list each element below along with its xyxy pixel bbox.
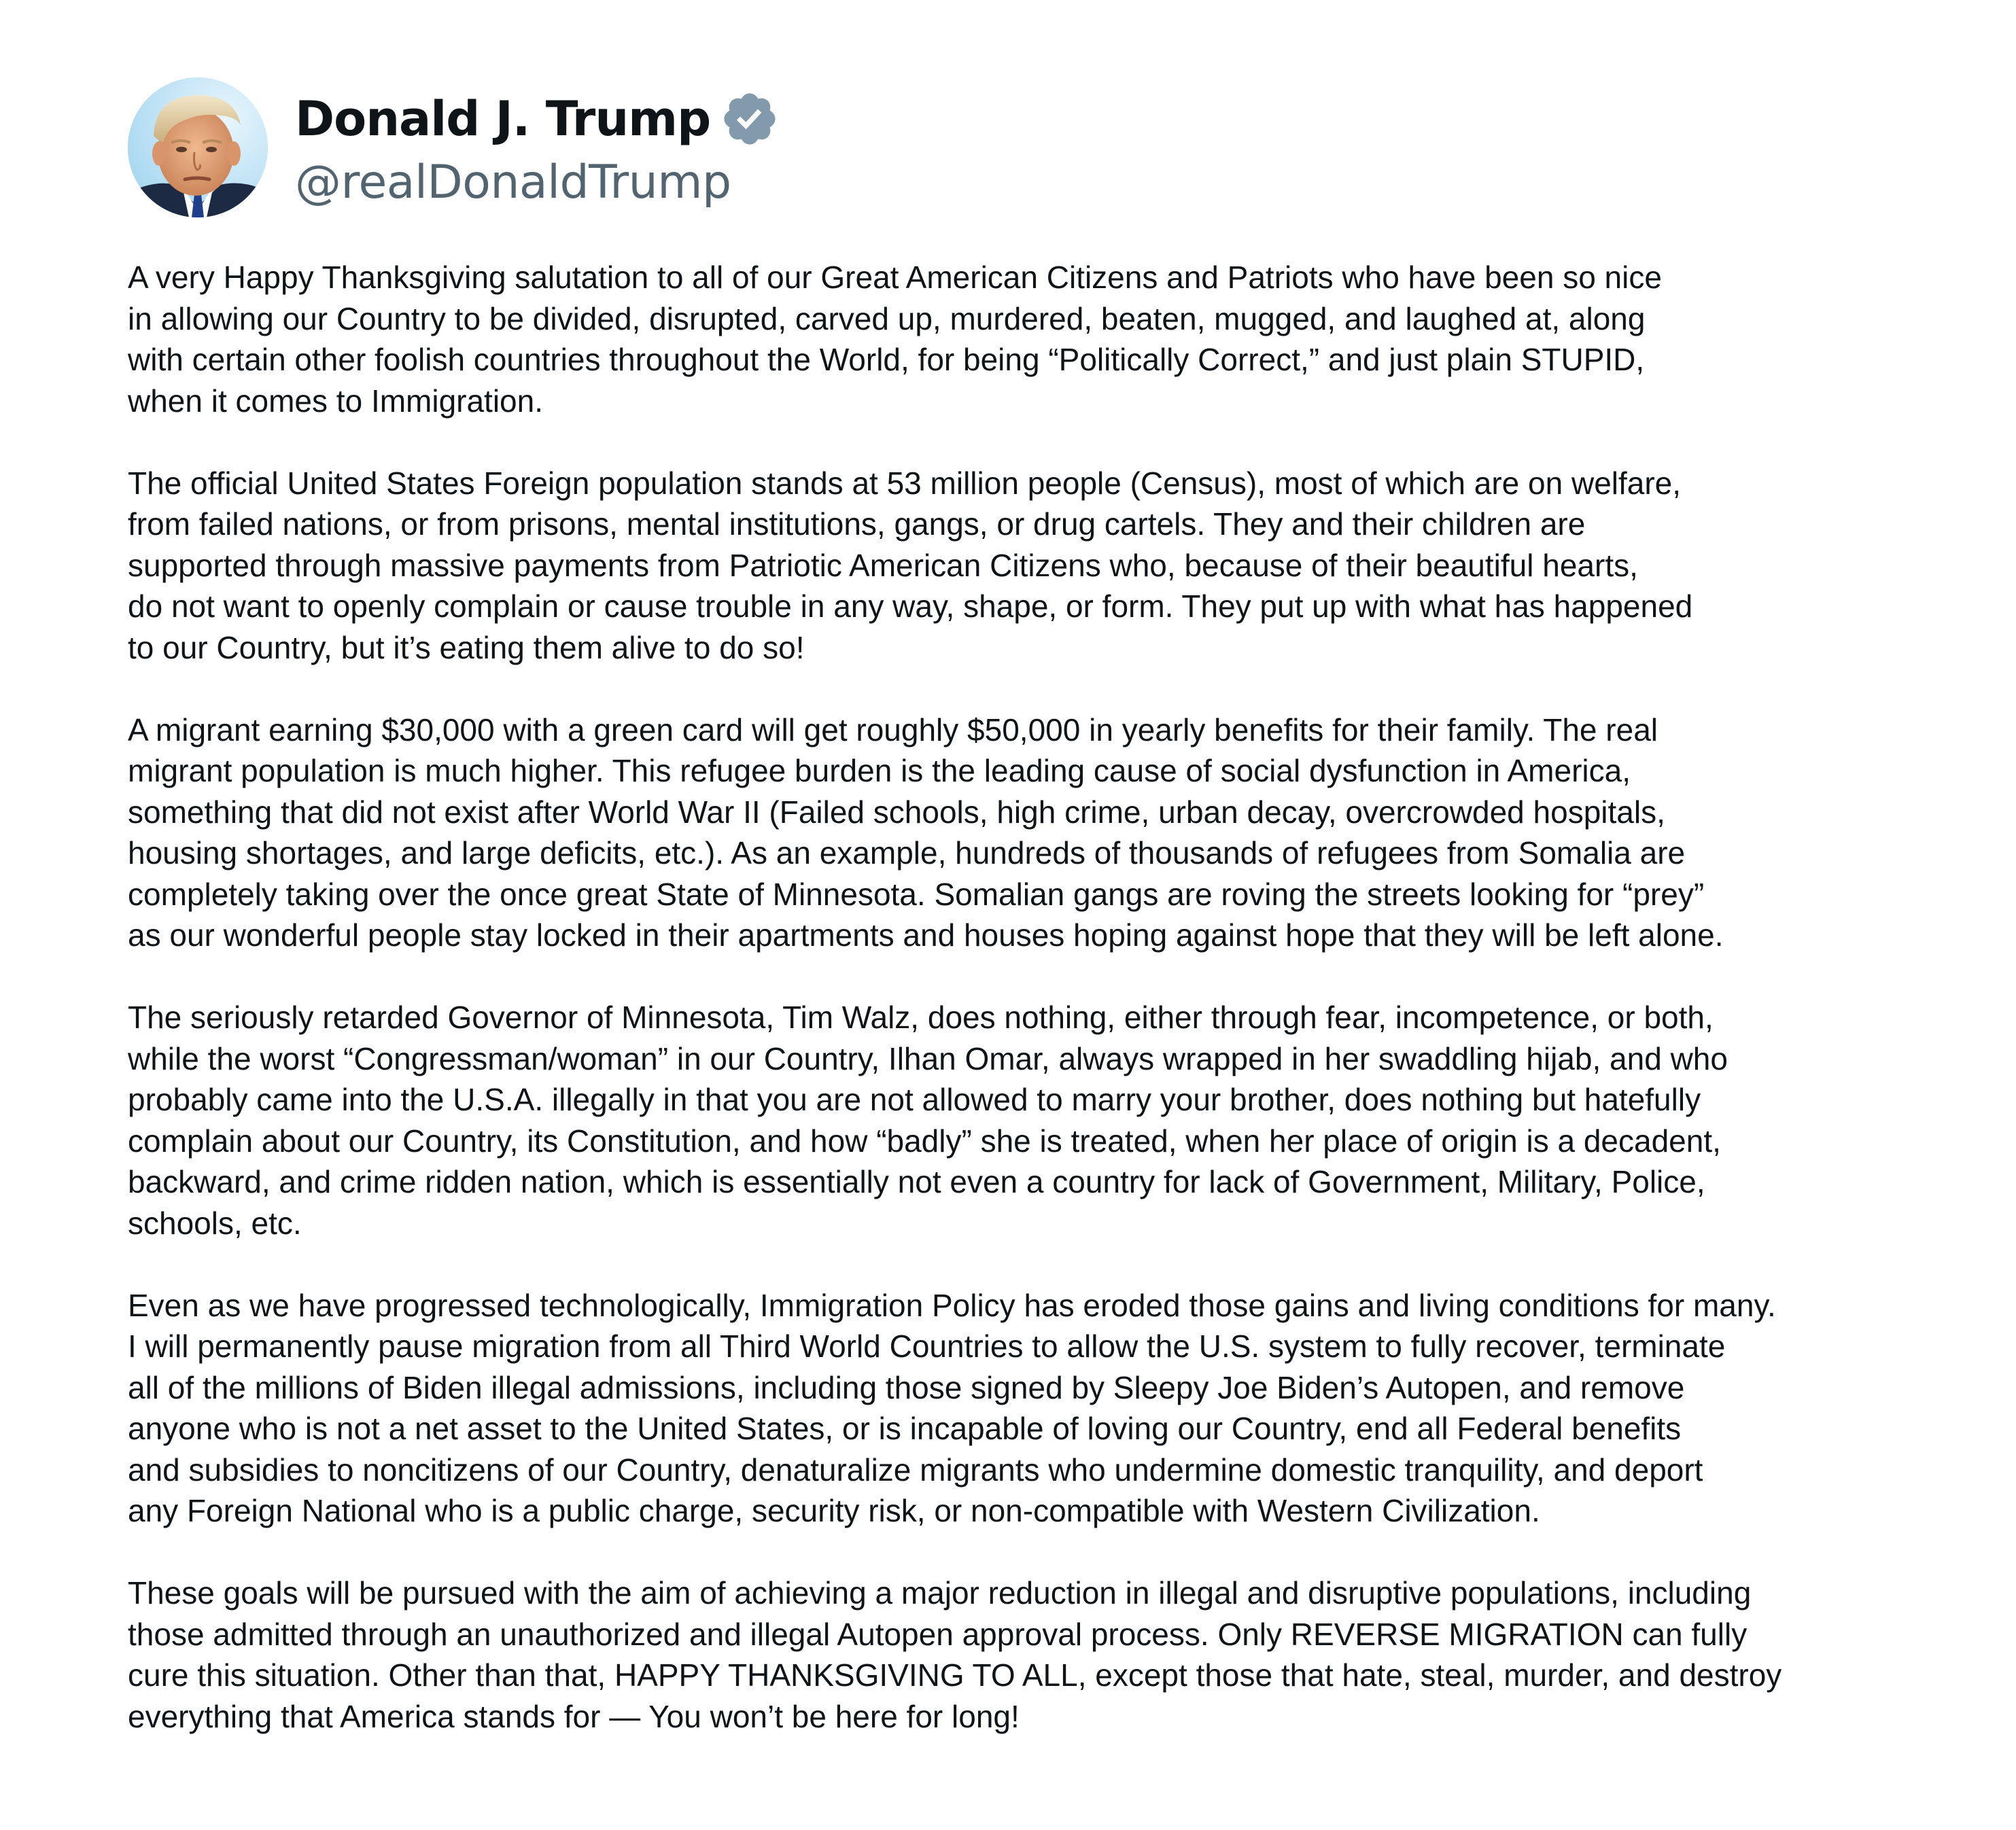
post-text-line: schools, etc. <box>128 1205 302 1241</box>
post-text-line: in allowing our Country to be divided, disrupted, carved up, murdered, beaten, mugged, and laughed at, along <box>128 300 1646 336</box>
post-text-line: and subsidies to noncitizens of our Country, denaturalize migrants who undermine domestic tranquility, and deport <box>128 1451 1703 1488</box>
post-text-line: those admitted through an unauthorized and illegal Autopen approval process. Only REVERSE MIGRATION can fully <box>128 1616 1748 1652</box>
post-text-line: to our Country, but it’s eating them alive to do so! <box>128 629 805 665</box>
post-text-line: The official United States Foreign population stands at 53 million people (Census), most of which are on welfare, <box>128 465 1682 501</box>
post-text-line: A migrant earning $30,000 with a green card will get roughly $50,000 in yearly benefits for their family. The real <box>128 711 1658 747</box>
post-text-line: Even as we have progressed technologically, Immigration Policy has eroded those gains and living conditions for many. <box>128 1287 1776 1323</box>
post-text-line: supported through massive payments from Patriotic American Citizens who, because of their beautiful hearts, <box>128 547 1638 583</box>
post-text-line: I will permanently pause migration from all Third World Countries to allow the U.S. system to fully recover, terminate <box>128 1328 1726 1364</box>
post-text-line: anyone who is not a net asset to the United States, or is incapable of loving our Country, end all Federal benefits <box>128 1411 1682 1446</box>
avatar[interactable] <box>128 77 268 217</box>
post-paragraph <box>128 257 1977 421</box>
post-body <box>128 257 1977 1737</box>
post-text-line: everything that America stands for — You won’t be here for long! <box>128 1698 1020 1734</box>
post-text-line: probably came into the U.S.A. illegally in that you are not allowed to marry your brother, does nothing but hatefully <box>128 1082 1701 1117</box>
post-text-line: something that did not exist after World War II (Failed schools, high crime, urban decay, overcrowded hospitals, <box>128 794 1665 830</box>
post-text-line: The seriously retarded Governor of Minnesota, Tim Walz, does nothing, either through fear, incompetence, or both, <box>128 1000 1714 1035</box>
post-paragraph <box>128 709 1977 956</box>
display-name[interactable]: Donald J. Trump <box>295 90 711 147</box>
post-paragraph <box>128 463 1977 669</box>
post-text-line: housing shortages, and large deficits, etc.). As an example, hundreds of thousands of refugees from Somalia are <box>128 835 1686 870</box>
post-text-line: A very Happy Thanksgiving salutation to all of our Great American Citizens and Patriots who have been so nice <box>128 260 1662 295</box>
author-names <box>295 86 780 209</box>
post-text-line: from failed nations, or from prisons, mental institutions, gangs, or drug cartels. They and their children are <box>128 506 1586 542</box>
post-header <box>128 77 1977 217</box>
post-text-line: migrant population is much higher. This refugee burden is the leading cause of social dysfunction in America, <box>128 753 1631 788</box>
post-text-line: as our wonderful people stay locked in their apartments and houses hoping against hope that they will be left alone. <box>128 917 1724 953</box>
post-text-line: when it comes to Immigration. <box>128 383 544 419</box>
post-text-line: completely taking over the once great State of Minnesota. Somalian gangs are roving the streets looking for “prey” <box>128 876 1705 912</box>
verified-badge-icon <box>720 89 780 149</box>
post-paragraph <box>128 1572 1977 1737</box>
post-text-line: all of the millions of Biden illegal admissions, including those signed by Sleepy Joe Biden’s Autopen, and remove <box>128 1369 1685 1405</box>
post-card <box>128 77 1977 1778</box>
post-text-line: any Foreign National who is a public charge, security risk, or non-compatible with Western Civilization. <box>128 1493 1540 1528</box>
post-text-line: These goals will be pursued with the aim of achieving a major reduction in illegal and disruptive populations, including <box>128 1575 1752 1611</box>
post-text-line: complain about our Country, its Constitution, and how “badly” she is treated, when her place of origin is a decadent, <box>128 1123 1721 1159</box>
name-row <box>295 86 780 152</box>
post-paragraph <box>128 997 1977 1244</box>
post-paragraph <box>128 1285 1977 1532</box>
post-text-line: cure this situation. Other than that, HAPPY THANKSGIVING TO ALL, except those that hate, steal, murder, and destroy <box>128 1657 1782 1693</box>
post-text-line: backward, and crime ridden nation, which is essentially not even a country for lack of Government, Military, Police, <box>128 1164 1705 1199</box>
profile-photo-icon <box>128 77 268 217</box>
handle[interactable]: @realDonaldTrump <box>295 155 731 209</box>
post-text-line: do not want to openly complain or cause trouble in any way, shape, or form. They put up with what has happened <box>128 588 1693 624</box>
post-text-line: while the worst “Congressman/woman” in our Country, Ilhan Omar, always wrapped in her swaddling hijab, and who <box>128 1040 1728 1076</box>
post-text-line: with certain other foolish countries throughout the World, for being “Politically Correct,” and just plain STUPID, <box>128 342 1645 377</box>
